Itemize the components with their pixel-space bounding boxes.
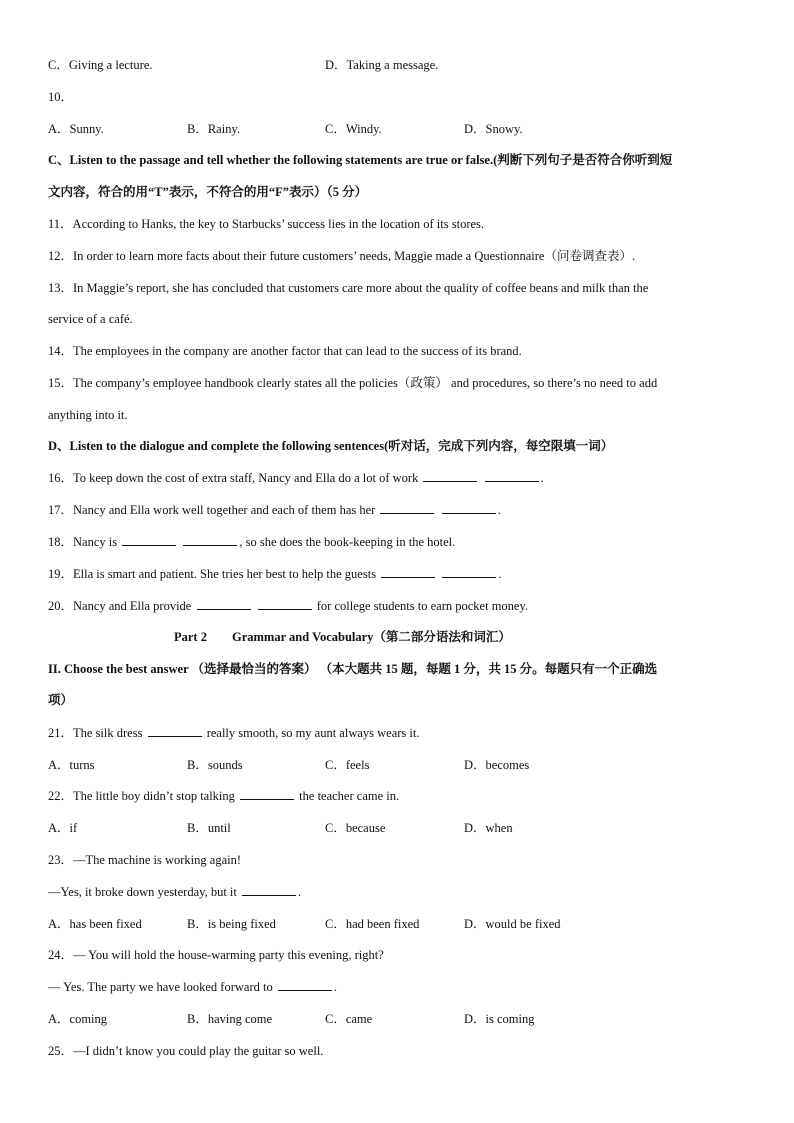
question-17-end: . [497, 503, 501, 517]
section-ii-heading-line1: II. Choose the best answer （选择最恰当的答案） （本大题共 15 题，每题 1 分，共 15 分。每题只有一个正确选 [48, 662, 658, 676]
question-21 [48, 725, 420, 741]
question-16 [48, 470, 544, 486]
question-24-stem: 24．— You will hold the house-warming party this evening, right? [48, 948, 384, 962]
q22-option-b[interactable]: B．until [187, 821, 231, 835]
question-23-reply-end: . [298, 885, 302, 899]
section-d-heading: D、Listen to the dialogue and complete the following sentences(听对话，完成下列内容，每空限填一词） [48, 439, 614, 453]
question-19-end: . [498, 567, 502, 581]
question-21-text-end: really smooth, so my aunt always wears it. [206, 726, 420, 740]
q21-option-d[interactable]: D．becomes [464, 758, 530, 772]
q10-number: 10． [48, 90, 74, 104]
question-23-stem: 23．—The machine is working again! [48, 853, 242, 867]
question-20-end: for college students to earn pocket money. [316, 599, 529, 613]
q21-option-a[interactable]: A．turns [48, 758, 95, 772]
q23-option-c[interactable]: C．had been fixed [325, 917, 420, 931]
q10-option-d: D．Snowy. [464, 122, 523, 136]
question-17-text: 17．Nancy and Ella work well together and each of them has her [48, 503, 376, 517]
question-18-end: , so she does the book-keeping in the hotel. [239, 535, 456, 549]
question-12: 12．In order to learn more facts about their future customers’ needs, Maggie made a Questionnaire（问卷调查表）. [48, 249, 636, 263]
section-ii-heading-line2: 项） [48, 693, 74, 707]
q9-option-c: C．Giving a lecture. [48, 58, 153, 72]
q22-option-a[interactable]: A．if [48, 821, 78, 835]
question-18 [48, 534, 455, 550]
answer-blank[interactable] [380, 502, 434, 514]
question-19-text: 19．Ella is smart and patient. She tries her best to help the guests [48, 567, 377, 581]
answer-blank[interactable] [278, 979, 332, 991]
q10-option-c: C．Windy. [325, 122, 382, 136]
question-22-text: 22．The little boy didn’t stop talking [48, 789, 235, 803]
question-18-text: 18．Nancy is [48, 535, 118, 549]
question-16-end: . [540, 471, 544, 485]
question-16-text: 16．To keep down the cost of extra staff, Nancy and Ella do a lot of work [48, 471, 419, 485]
answer-blank[interactable] [442, 566, 496, 578]
question-22-text-end: the teacher came in. [299, 789, 400, 803]
question-23-reply [48, 884, 301, 900]
answer-blank[interactable] [423, 470, 477, 482]
q21-option-b[interactable]: B．sounds [187, 758, 243, 772]
q23-option-b[interactable]: B．is being fixed [187, 917, 276, 931]
q24-option-c[interactable]: C．came [325, 1012, 373, 1026]
answer-blank[interactable] [381, 566, 435, 578]
question-22 [48, 788, 399, 804]
section-c-heading-line1: C、Listen to the passage and tell whether the following statements are true or false.(判断下列句子是否符合你听到短 [48, 153, 673, 167]
question-19 [48, 566, 501, 582]
q24-option-b[interactable]: B．having come [187, 1012, 273, 1026]
question-21-text: 21．The silk dress [48, 726, 143, 740]
question-17 [48, 502, 501, 518]
answer-blank[interactable] [242, 884, 296, 896]
question-13-line2: service of a café. [48, 312, 133, 326]
answer-blank[interactable] [240, 788, 294, 800]
q23-option-d[interactable]: D．would be fixed [464, 917, 561, 931]
question-24-reply-end: . [333, 980, 337, 994]
answer-blank[interactable] [183, 534, 237, 546]
q10-option-b: B．Rainy. [187, 122, 241, 136]
question-13-line1: 13．In Maggie’s report, she has concluded that customers care more about the quality of coffee beans and milk than the [48, 281, 649, 295]
answer-blank[interactable] [122, 534, 176, 546]
q24-option-d[interactable]: D．is coming [464, 1012, 535, 1026]
section-c-heading-line2: 文内容，符合的用“T”表示，不符合的用“F”表示）（5 分） [48, 185, 368, 199]
answer-blank[interactable] [485, 470, 539, 482]
part-2-heading: Part 2 Grammar and Vocabulary（第二部分语法和词汇） [174, 630, 511, 644]
q22-option-c[interactable]: C．because [325, 821, 386, 835]
question-15-line1: 15．The company’s employee handbook clearly states all the policies（政策） and procedures, so there’s no need to add [48, 376, 658, 390]
question-20 [48, 598, 528, 614]
answer-blank[interactable] [442, 502, 496, 514]
q10-option-a: A．Sunny. [48, 122, 104, 136]
question-11: 11．According to Hanks, the key to Starbucks’ success lies in the location of its stores. [48, 217, 485, 231]
question-24-reply [48, 979, 337, 995]
question-15-line2: anything into it. [48, 408, 128, 422]
q23-option-a[interactable]: A．has been fixed [48, 917, 142, 931]
question-24-reply-text: — Yes. The party we have looked forward to [48, 980, 273, 994]
q9-option-d: D．Taking a message. [325, 58, 439, 72]
question-20-text: 20．Nancy and Ella provide [48, 599, 192, 613]
question-23-reply-text: —Yes, it broke down yesterday, but it [48, 885, 237, 899]
q24-option-a[interactable]: A．coming [48, 1012, 108, 1026]
answer-blank[interactable] [148, 725, 202, 737]
q21-option-c[interactable]: C．feels [325, 758, 370, 772]
question-14: 14．The employees in the company are another factor that can lead to the success of its brand. [48, 344, 522, 358]
question-25-stem: 25．—I didn’t know you could play the guitar so well. [48, 1044, 324, 1058]
q22-option-d[interactable]: D．when [464, 821, 513, 835]
answer-blank[interactable] [258, 598, 312, 610]
answer-blank[interactable] [197, 598, 251, 610]
